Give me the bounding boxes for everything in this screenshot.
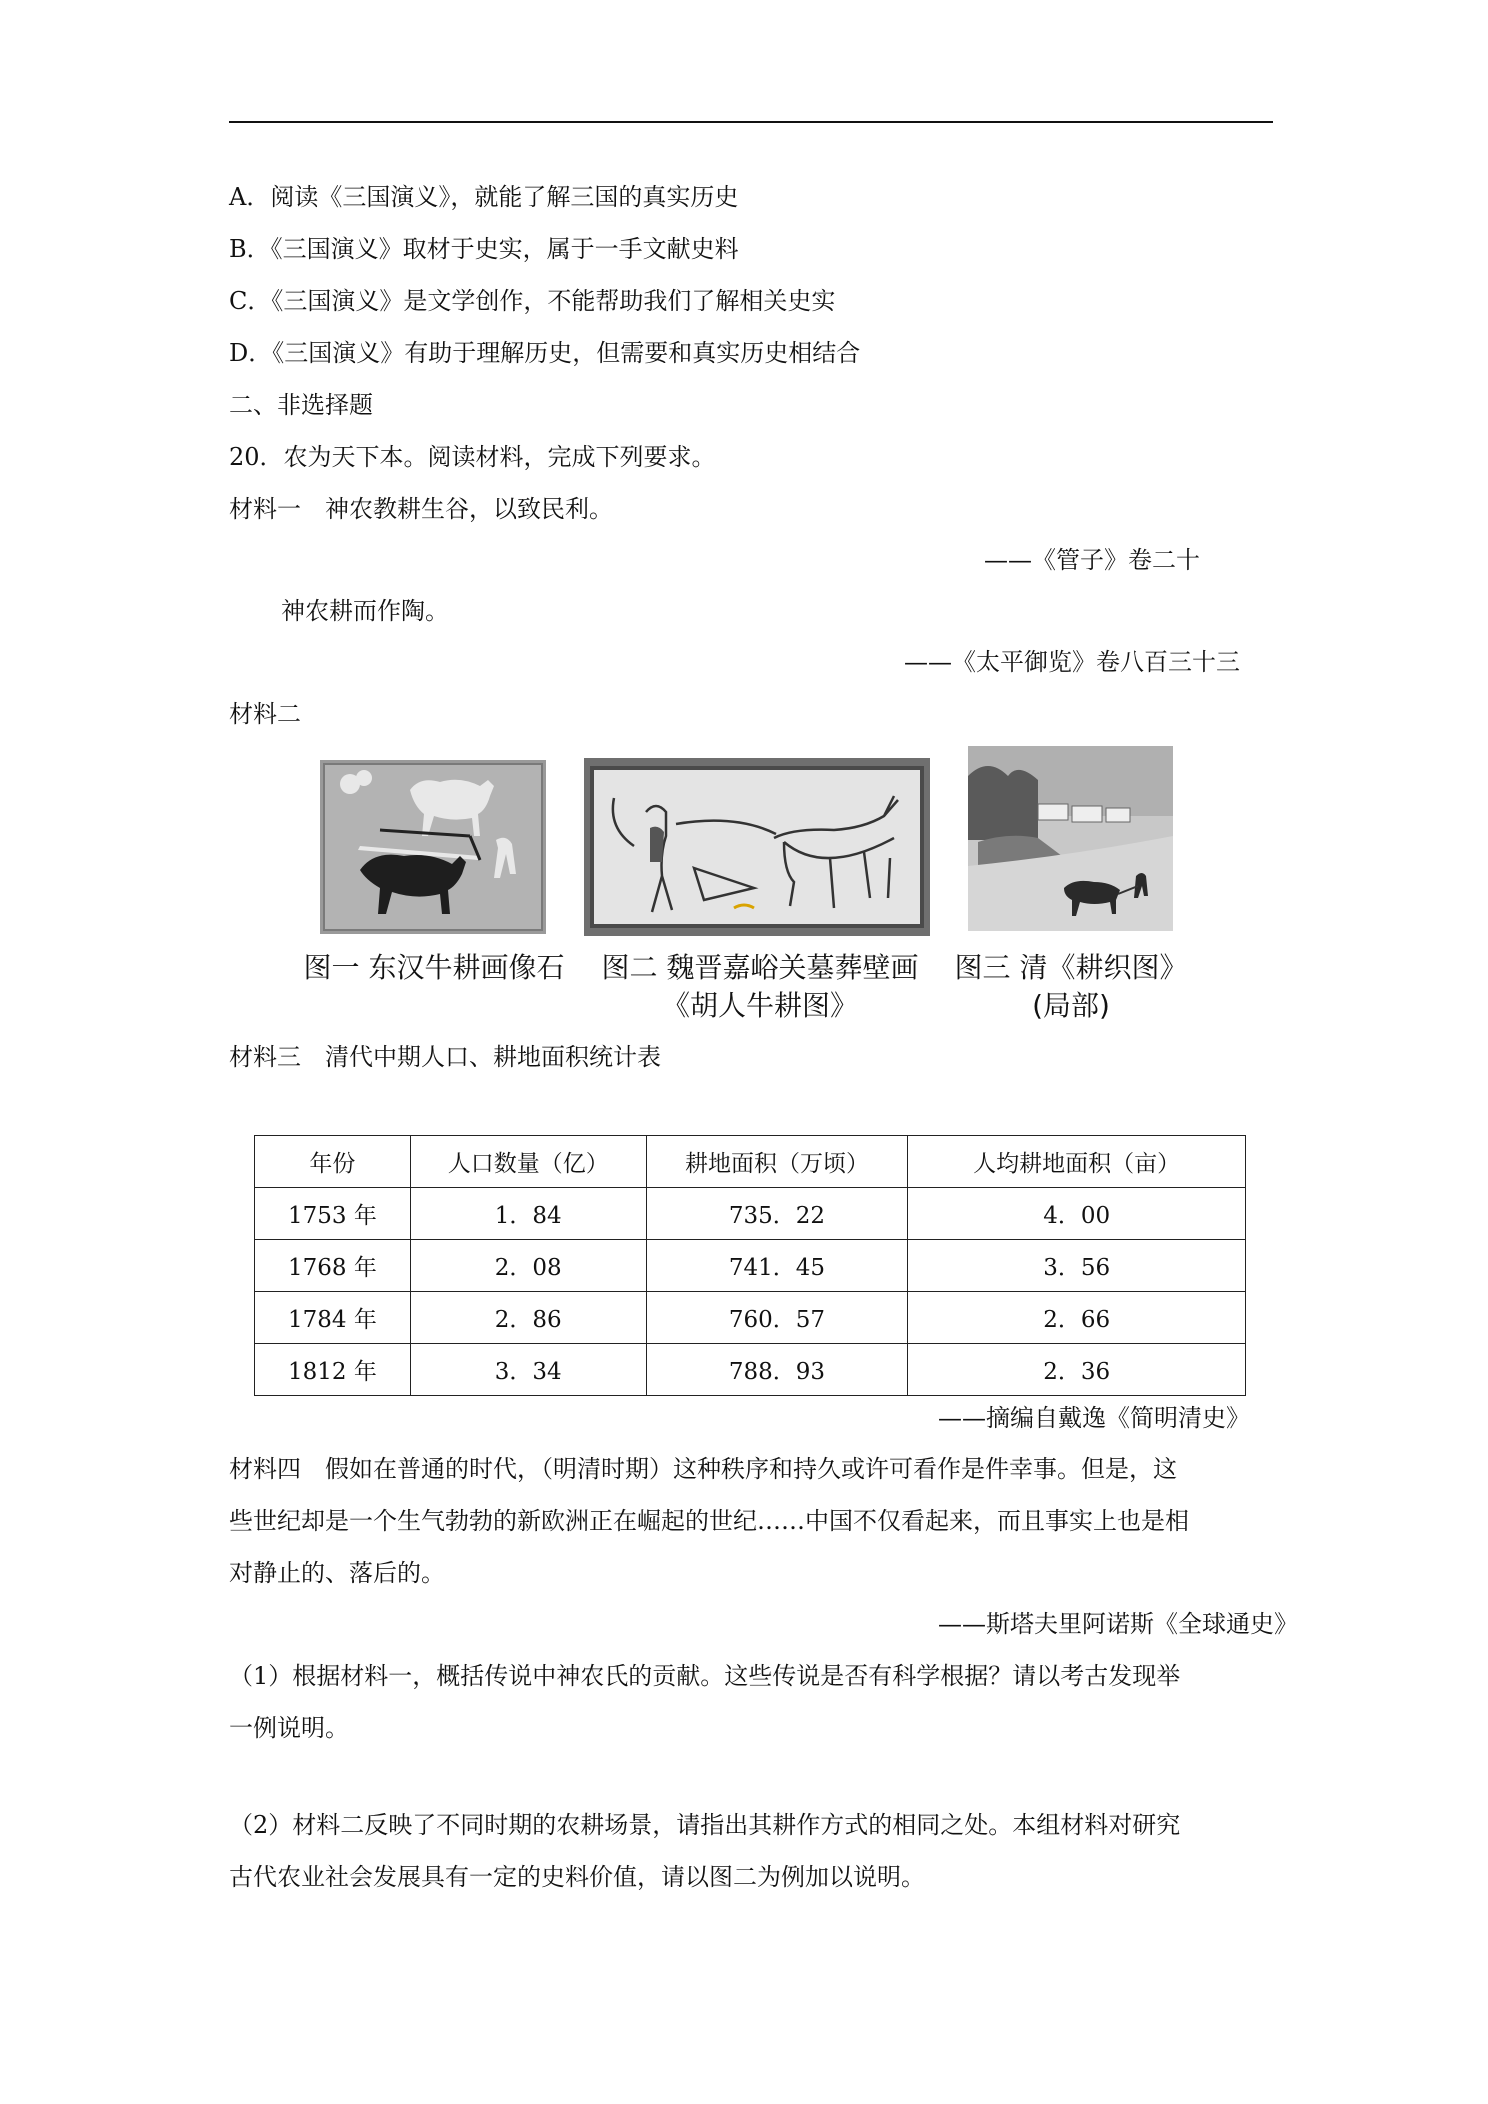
material3-source: ——摘编自戴逸《简明清史》 — [938, 1404, 1250, 1432]
table-cell: 1753 年 — [255, 1188, 411, 1240]
material4-line1: 材料四 假如在普通的时代，（明清时期）这种秩序和持久或许可看作是件幸事。但是，这 — [229, 1455, 1177, 1483]
table-row — [255, 1240, 1246, 1292]
table-row — [255, 1344, 1246, 1396]
figure3-caption-line1: 图三 清《耕织图》 — [954, 951, 1188, 984]
section-heading: 二、非选择题 — [229, 391, 373, 419]
table-cell: 3．56 — [908, 1240, 1246, 1292]
q2-line1: （2）材料二反映了不同时期的农耕场景，请指出其耕作方式的相同之处。本组材料对研究 — [229, 1811, 1181, 1839]
q1-line2: 一例说明。 — [229, 1714, 349, 1742]
option-d: D．《三国演义》有助于理解历史，但需要和真实历史相结合 — [229, 339, 861, 367]
material1-source2: ——《太平御览》卷八百三十三 — [904, 648, 1240, 676]
table-header: 人口数量（亿） — [410, 1136, 646, 1188]
figure2-mural-image — [584, 758, 930, 936]
table-header: 耕地面积（万顷） — [646, 1136, 908, 1188]
table-cell: 4．00 — [908, 1188, 1246, 1240]
option-a: A．阅读《三国演义》，就能了解三国的真实历史 — [229, 183, 739, 211]
table-header-row — [255, 1136, 1246, 1188]
figure1-relief-image — [320, 760, 546, 934]
material1-line1: 材料一 神农教耕生谷，以致民利。 — [229, 495, 613, 523]
q1-line1: （1）根据材料一，概括传说中神农氏的贡献。这些传说是否有科学根据？请以考古发现举 — [229, 1662, 1181, 1690]
table-cell: 1768 年 — [255, 1240, 411, 1292]
figure3-painting-image — [968, 746, 1173, 931]
figure3-caption-line2: (局部) — [1032, 989, 1110, 1022]
option-b: B．《三国演义》取材于史实，属于一手文献史料 — [229, 235, 739, 263]
figure2-caption-line2: 《胡人牛耕图》 — [661, 989, 858, 1022]
table-header: 人均耕地面积（亩） — [908, 1136, 1246, 1188]
figure1-caption: 图一 东汉牛耕画像石 — [303, 951, 565, 984]
figure2-caption-line1: 图二 魏晋嘉峪关墓葬壁画 — [601, 951, 919, 984]
table-cell: 735．22 — [646, 1188, 908, 1240]
table-cell: 1．84 — [410, 1188, 646, 1240]
q2-line2: 古代农业社会发展具有一定的史料价值，请以图二为例加以说明。 — [229, 1863, 925, 1891]
material4-line2: 些世纪却是一个生气勃勃的新欧洲正在崛起的世纪……中国不仅看起来，而且事实上也是相 — [229, 1507, 1189, 1535]
table-row — [255, 1188, 1246, 1240]
table-cell: 2．36 — [908, 1344, 1246, 1396]
table-cell: 741．45 — [646, 1240, 908, 1292]
table-row — [255, 1292, 1246, 1344]
table-cell: 2．08 — [410, 1240, 646, 1292]
question-20: 20．农为天下本。阅读材料，完成下列要求。 — [229, 443, 716, 471]
table-cell: 788．93 — [646, 1344, 908, 1396]
table-cell: 760．57 — [646, 1292, 908, 1344]
material1-line2: 神农耕而作陶。 — [281, 597, 449, 625]
material4-line3: 对静止的、落后的。 — [229, 1559, 445, 1587]
table-cell: 2．66 — [908, 1292, 1246, 1344]
option-c: C．《三国演义》是文学创作，不能帮助我们了解相关史实 — [229, 287, 836, 315]
table-cell: 1812 年 — [255, 1344, 411, 1396]
stats-table — [254, 1135, 1246, 1396]
table-cell: 3．34 — [410, 1344, 646, 1396]
material1-source1: ——《管子》卷二十 — [984, 546, 1200, 574]
material2-label: 材料二 — [229, 700, 301, 728]
header-rule — [229, 121, 1273, 123]
table-header: 年份 — [255, 1136, 411, 1188]
table-cell: 1784 年 — [255, 1292, 411, 1344]
material4-source: ——斯塔夫里阿诺斯《全球通史》 — [938, 1610, 1298, 1638]
material3-label: 材料三 清代中期人口、耕地面积统计表 — [229, 1043, 661, 1071]
table-cell: 2．86 — [410, 1292, 646, 1344]
